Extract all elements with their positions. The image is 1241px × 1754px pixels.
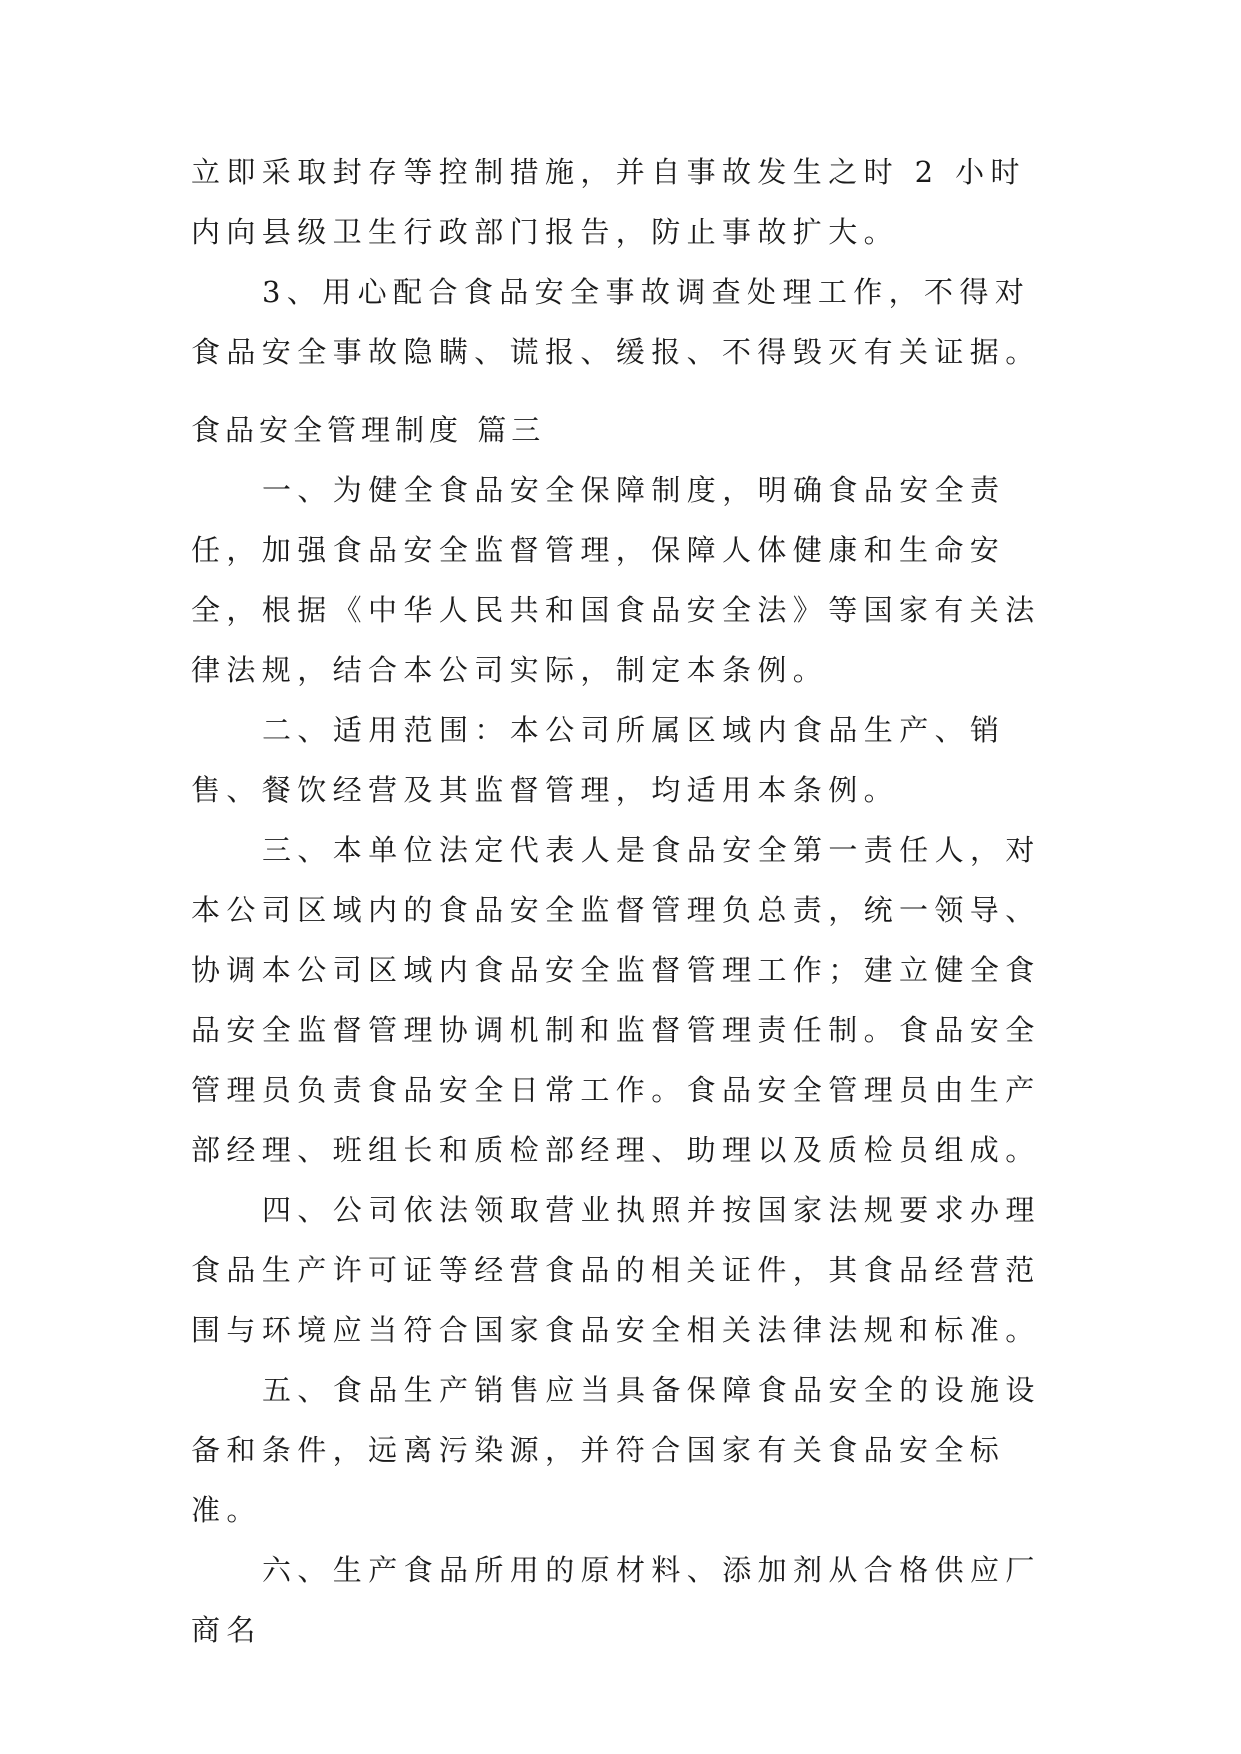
paragraph-item-3: 3、用心配合食品安全事故调查处理工作，不得对食品安全事故隐瞒、谎报、缓报、不得毁灭有关证据。 — [191, 275, 1041, 369]
paragraph-item-4: 四、公司依法领取营业执照并按国家法规要求办理食品生产许可证等经营食品的相关证件，其食品经营范围与环境应当符合国家食品安全相关法律法规和标准。 — [191, 1193, 1041, 1347]
paragraph-item-1: 一、为健全食品安全保障制度，明确食品安全责任，加强食品安全监督管理，保障人体健康和生命安全，根据《中华人民共和国食品安全法》等国家有关法律法规，结合本公司实际，制定本条例。 — [191, 473, 1041, 687]
paragraph-item-2: 二、适用范围：本公司所属区域内食品生产、销售、餐饮经营及其监督管理，均适用本条例。 — [191, 713, 1006, 807]
paragraph-item-5: 五、食品生产销售应当具备保障食品安全的设施设备和条件，远离污染源，并符合国家有关食品安全标准。 — [191, 1373, 1041, 1527]
intro-text — [191, 142, 1051, 382]
paragraph-continuation: 立即采取封存等控制措施，并自事故发生之时 2 小时内向县级卫生行政部门报告，防止事故扩大。 — [191, 155, 1026, 249]
paragraph-item-6: 六、生产食品所用的原材料、添加剂从合格供应厂商名 — [191, 1553, 1041, 1647]
section-title: 食品安全管理制度 篇三 — [191, 413, 546, 447]
section-text — [191, 400, 1051, 1660]
paragraph-item-3-responsibility: 三、本单位法定代表人是食品安全第一责任人，对本公司区域内的食品安全监督管理负总责，统一领导、协调本公司区域内食品安全监督管理工作；建立健全食品安全监督管理协调机制和监督管理责任制。食品安全管理员负责食品安全日常工作。食品安全管理员由生产部经理、班组长和质检部经理、助理以及质检员组成。 — [191, 833, 1041, 1167]
